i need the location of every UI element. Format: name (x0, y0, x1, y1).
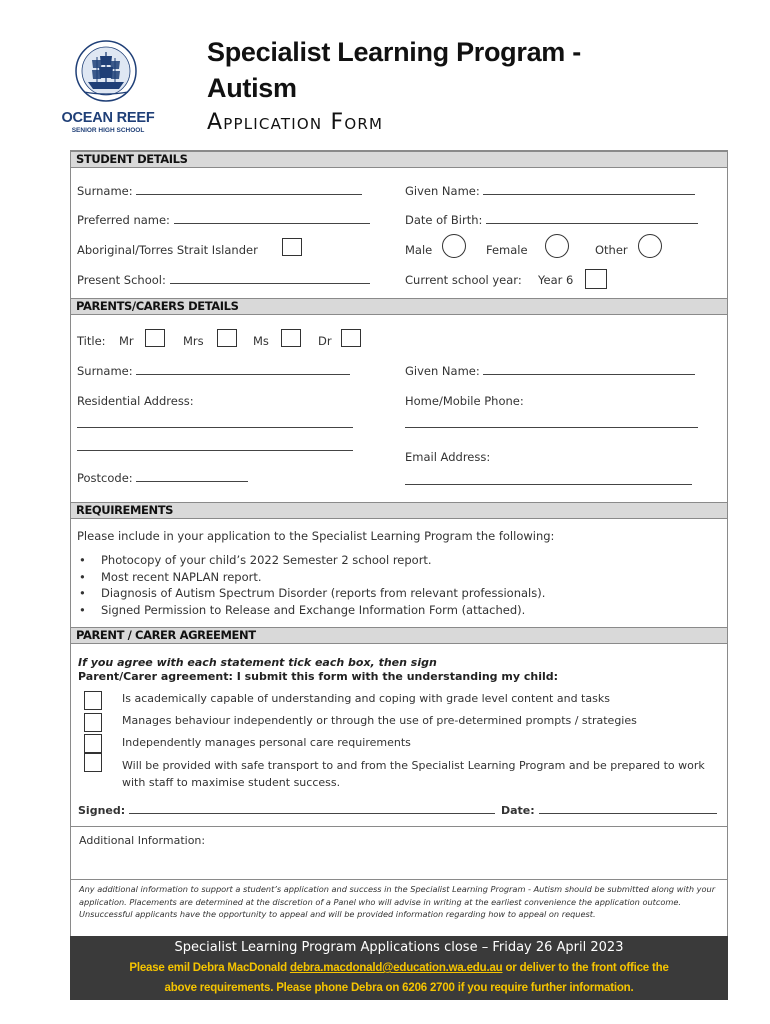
requirement-item: • Signed Permission to Release and Exchange Information Form (attached). (79, 603, 526, 617)
student-surname-label: Surname: (77, 184, 133, 198)
dob-field[interactable] (405, 213, 698, 227)
requirements-heading: REQUIREMENTS (71, 502, 727, 519)
current-year-label: Current school year: (405, 273, 522, 287)
present-school-field[interactable] (77, 273, 370, 287)
additional-info-label: Additional Information: (79, 834, 206, 847)
agreement-checkbox-4[interactable] (84, 753, 102, 772)
agreement-checkbox-3[interactable] (84, 734, 102, 753)
parent-title-label: Title: (77, 334, 106, 348)
agreement-checkbox-2[interactable] (84, 713, 102, 732)
present-school-label: Present School: (77, 273, 166, 287)
preferred-name-field[interactable] (77, 213, 370, 227)
parent-surname-field[interactable] (77, 364, 350, 378)
title-mr-label: Mr (119, 334, 134, 348)
student-surname-field[interactable] (77, 184, 362, 198)
requirement-item: • Photocopy of your child’s 2022 Semester 2 school report. (79, 553, 432, 567)
dob-line[interactable] (486, 213, 698, 224)
present-school-line[interactable] (170, 273, 370, 284)
agreement-statement: Parent/Carer agreement: I submit this form with the understanding my child: (78, 670, 559, 683)
email-label: Email Address: (405, 450, 491, 464)
form-subtitle: Application Form (207, 110, 384, 135)
postcode-label: Postcode: (77, 471, 133, 485)
preferred-name-line[interactable] (174, 213, 370, 224)
requirements-intro: Please include in your application to the Specialist Learning Program the following: (77, 529, 555, 543)
female-label: Female (486, 243, 528, 257)
page-title (207, 34, 581, 106)
school-name: OCEAN REEF (61, 110, 155, 126)
postcode-line[interactable] (136, 471, 248, 482)
parents-details-heading: PARENTS/CARERS DETAILS (71, 298, 727, 315)
agreement-heading: PARENT / CARER AGREEMENT (71, 627, 727, 644)
agreement-item-3: Independently manages personal care requirements (122, 736, 411, 749)
date-line[interactable] (539, 803, 717, 814)
female-radio[interactable] (545, 234, 569, 258)
agreement-item-4: Will be provided with safe transport to and from the Specialist Learning Program and be prepared to work with staff to maximise student success. (122, 759, 705, 789)
contact-email-link[interactable]: debra.macdonald@education.wa.edu.au (289, 962, 503, 974)
title-line-1: Specialist Learning Program - (207, 37, 581, 67)
parent-given-name-field[interactable] (405, 364, 695, 378)
address-line-2[interactable] (77, 440, 353, 451)
aboriginal-label: Aboriginal/Torres Strait Islander (77, 243, 258, 257)
parent-surname-label: Surname: (77, 364, 133, 378)
phone-label: Home/Mobile Phone: (405, 394, 524, 408)
postcode-field[interactable] (77, 471, 248, 485)
title-mr-checkbox[interactable] (145, 329, 165, 347)
applications-close-notice: Specialist Learning Program Applications close – Friday 26 April 2023 (174, 940, 624, 955)
parent-given-name-label: Given Name: (405, 364, 480, 378)
title-dr-label: Dr (318, 334, 332, 348)
title-mrs-checkbox[interactable] (217, 329, 237, 347)
footer-banner (70, 936, 728, 1000)
additional-info-input[interactable] (71, 851, 727, 879)
student-given-name-line[interactable] (483, 184, 695, 195)
divider (71, 826, 727, 827)
email-line[interactable] (405, 474, 692, 485)
requirement-item: • Diagnosis of Autism Spectrum Disorder (reports from relevant professionals). (79, 586, 546, 600)
title-dr-checkbox[interactable] (341, 329, 361, 347)
title-ms-checkbox[interactable] (281, 329, 301, 347)
date-label: Date: (501, 804, 535, 817)
dob-label: Date of Birth: (405, 213, 483, 227)
school-subtitle: SENIOR HIGH SCHOOL (71, 127, 145, 134)
phone-line[interactable] (405, 417, 698, 428)
contact-line-2: above requirements. Please phone Debra on 6206 2700 if you require further information. (164, 982, 634, 994)
agreement-item-1: Is academically capable of understanding and coping with grade level content and tasks (122, 692, 610, 705)
additional-info-note: Any additional information to support a student’s application and success in the Specialist Learning Program - Autism should be submitted along with your application. Placements are determined at the discretion of a Panel who will advise in writing at the earliest convenience the application outcome. Unsuccessful applicants have the opportunity to appeal and will be provided information regarding how to appeal on request. (79, 884, 716, 919)
male-radio[interactable] (442, 234, 466, 258)
title-mrs-label: Mrs (183, 334, 204, 348)
student-given-name-label: Given Name: (405, 184, 480, 198)
male-label: Male (405, 243, 433, 257)
divider (71, 879, 727, 880)
address-line-1[interactable] (77, 417, 353, 428)
other-radio[interactable] (638, 234, 662, 258)
agreement-checkbox-1[interactable] (84, 691, 102, 710)
date-field[interactable] (501, 803, 717, 817)
requirement-item: • Most recent NAPLAN report. (79, 570, 262, 584)
student-details-heading: STUDENT DETAILS (71, 151, 727, 168)
student-surname-line[interactable] (136, 184, 362, 195)
application-form (70, 150, 728, 968)
parent-surname-line[interactable] (136, 364, 350, 375)
agreement-instruction: If you agree with each statement tick each box, then sign (78, 656, 437, 669)
parent-given-name-line[interactable] (483, 364, 695, 375)
other-label: Other (595, 243, 628, 257)
aboriginal-checkbox[interactable] (282, 238, 302, 256)
signature-line[interactable] (129, 803, 495, 814)
preferred-name-label: Preferred name: (77, 213, 170, 227)
current-year-checkbox[interactable] (585, 269, 607, 289)
year-value: Year 6 (538, 273, 574, 287)
title-line-2: Autism (207, 73, 297, 103)
signed-label: Signed: (78, 804, 126, 817)
title-ms-label: Ms (253, 334, 269, 348)
signed-field[interactable] (78, 803, 495, 817)
agreement-item-2: Manages behaviour independently or through the use of pre-determined prompts / strategies (122, 714, 637, 727)
address-label: Residential Address: (77, 394, 194, 408)
contact-line-1: Please emil Debra MacDonald debra.macdonald@education.wa.edu.au or deliver to the front office the (129, 962, 669, 974)
student-given-name-field[interactable] (405, 184, 695, 198)
